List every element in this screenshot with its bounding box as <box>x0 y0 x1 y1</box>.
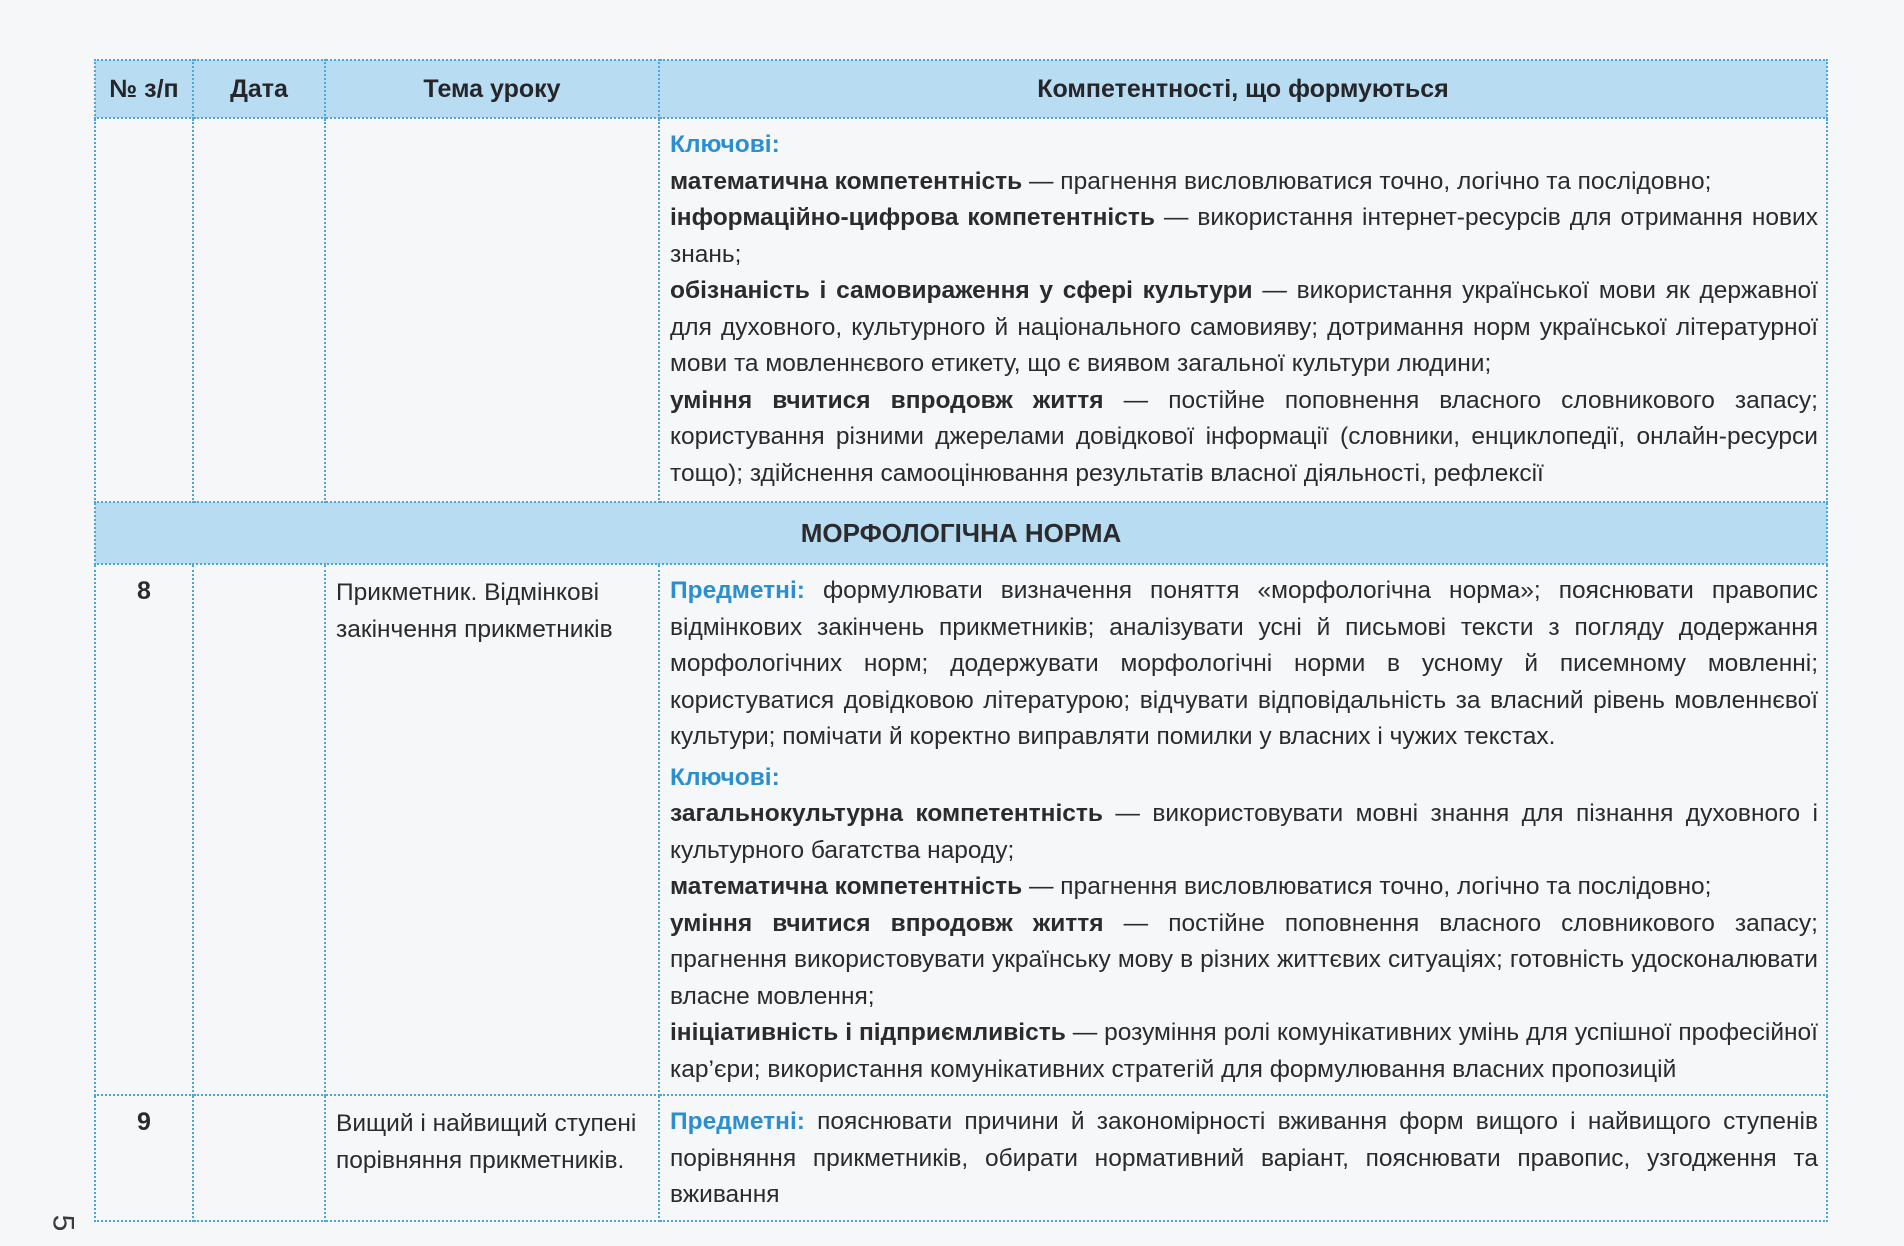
table-row-continued <box>95 118 1827 502</box>
competency-text: — прагнення висловлюватися точно, логічно та послідовно; <box>1022 873 1712 900</box>
competency-term: обізнаність і самовираження у сфері культури <box>670 277 1253 304</box>
table-row-8 <box>95 564 1827 1095</box>
cell-competencies <box>659 564 1827 1095</box>
competency-term: математична компетентність <box>670 167 1023 195</box>
cell-number <box>95 564 193 1095</box>
cell-topic <box>325 564 659 1095</box>
section-title: МОРФОЛОГІЧНА НОРМА <box>95 502 1827 564</box>
competency-term: математична компетентність <box>670 873 1023 900</box>
page-number: 5 <box>46 1214 80 1232</box>
cell-date <box>193 1095 325 1221</box>
subject-text: пояснювати причини й закономірності вживання форм вищого і найвищого ступенів порівняння прикметників, обирати нормативний варіант, пояснювати правопис, узгодження та вживання <box>670 1108 1818 1208</box>
competency-text: — використовувати мовні знання для пізнання духовного і культурного багатства народу; <box>670 800 1818 864</box>
competency-table-page <box>94 59 1828 1222</box>
cell-number <box>95 118 193 502</box>
cell-competencies <box>659 1095 1827 1221</box>
subject-label: Предметні: <box>670 577 805 604</box>
cell-number <box>95 1095 193 1221</box>
header-competencies: Компетентності, що формуються <box>659 60 1827 118</box>
table-row-9 <box>95 1095 1827 1221</box>
lesson-topic: Вищий і найвищий ступені порівняння прикметників. <box>336 1110 637 1174</box>
key-label: Ключові: <box>670 763 780 791</box>
cell-competencies <box>659 118 1827 502</box>
cell-topic <box>325 1095 659 1221</box>
competency-text: — використання української мови як державної для духовного, культурного й національного самовияву; дотримання норм української літературної мови та мовленнєвого етикету, що є виявом загальної культури людини; <box>670 277 1818 377</box>
subject-text: формулювати визначення поняття «морфологічна норма»; пояснювати правопис відмінкових закінчень прикметників; аналізувати усні й письмові тексти з погляду додержання морфологічних норм; додержувати морфологічні норми в усному й писемному мовленні; користуватися довідковою літературою; відчувати відповідальність за власний рівень мовленнєвої культури; помічати й коректно виправляти помилки у власних і чужих текстах. <box>670 577 1818 750</box>
competency-text: — постійне поповнення власного словникового запасу; користування різними джерелами довідкової інформації (словники, енциклопедії, онлайн-ресурси тощо); здійснення самооцінювання результатів власної діяльності, рефлексії <box>670 386 1818 487</box>
competency-text: — прагнення висловлюватися точно, логічно та послідовно; <box>1022 167 1712 195</box>
competency-text: — використання інтернет-ресурсів для отримання нових знань; <box>670 204 1818 268</box>
section-row <box>95 502 1827 564</box>
competency-term: загальнокультурна компетентність <box>670 800 1103 827</box>
cell-date <box>193 118 325 502</box>
competency-term: інформаційно-цифрова компетентність <box>670 204 1155 231</box>
cell-topic <box>325 118 659 502</box>
subject-label: Предметні: <box>670 1108 805 1135</box>
key-label: Ключові: <box>670 131 780 158</box>
competency-term: уміння вчитися впродовж життя <box>670 909 1104 937</box>
table-header-row <box>95 60 1827 118</box>
cell-date <box>193 564 325 1095</box>
competency-text: — постійне поповнення власного словникового запасу; прагнення використовувати українську мову в різних життєвих ситуаціях; готовність удосконалювати власне мовлення; <box>670 909 1818 1010</box>
competency-term: ініціативність і підприємливість <box>670 1019 1066 1046</box>
header-date: Дата <box>193 60 325 118</box>
header-topic: Тема уроку <box>325 60 659 118</box>
lesson-topic: Прикметник. Відмінкові закінчення прикметників <box>336 579 613 643</box>
competency-text: — розуміння ролі комунікативних умінь для успішної професійної кар’єри; використання комунікативних стратегій для формулювання власних пропозицій <box>670 1019 1818 1083</box>
header-number: № з/п <box>95 60 193 118</box>
lesson-number: 9 <box>137 1108 151 1136</box>
competency-term: уміння вчитися впродовж життя <box>670 386 1104 414</box>
lesson-plan-table <box>94 59 1828 1222</box>
lesson-number: 8 <box>137 577 151 605</box>
